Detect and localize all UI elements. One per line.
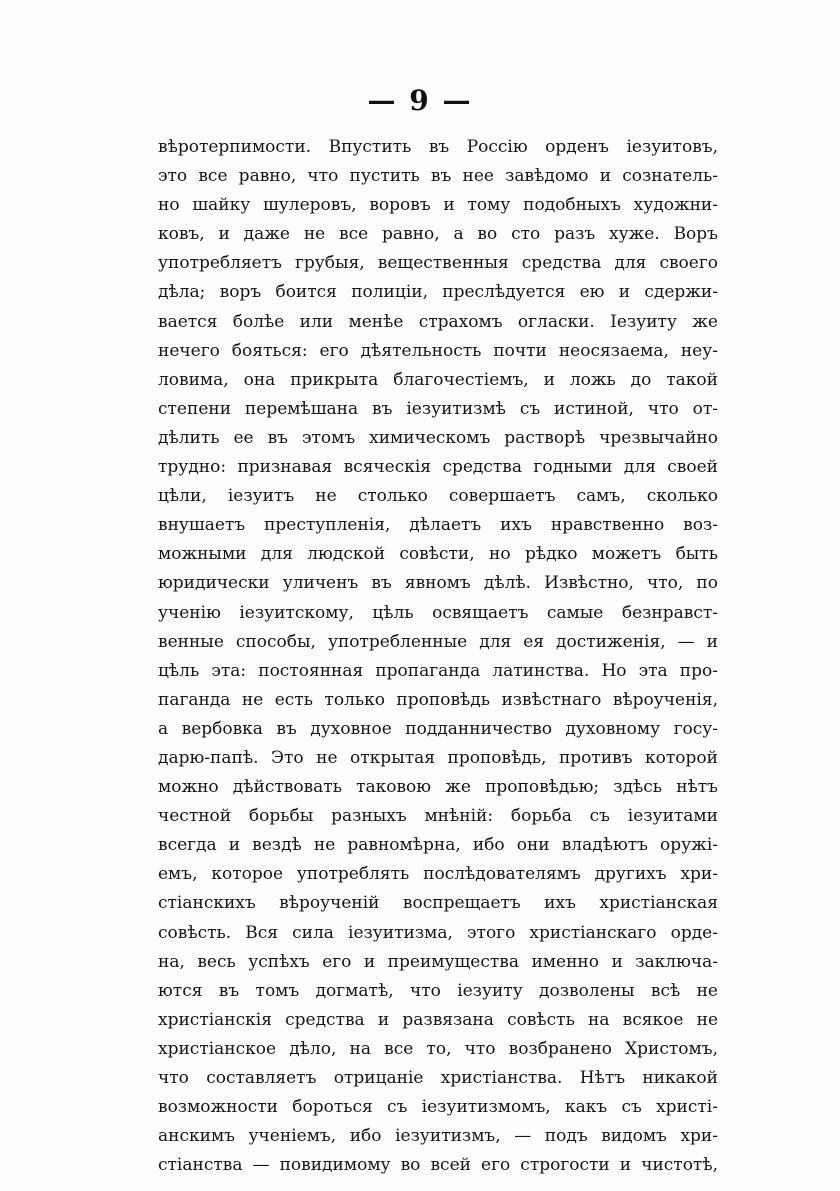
text-line: совѣсть. Вся сила іезуитизма, этого христіанскаго орде-: [158, 922, 718, 943]
text-line: внушаетъ преступленія, дѣлаетъ ихъ нравственно воз-: [158, 515, 718, 536]
text-line: трудно: признавая всяческія средства годными для своей: [158, 457, 718, 478]
text-line: стіанства — повидимому во всей его строгости и чистотѣ,: [158, 1155, 718, 1176]
text-line: паганда не есть только проповѣдь извѣстнаго вѣроученія,: [158, 689, 718, 710]
body-text: [158, 133, 718, 1180]
text-line: дѣла; воръ боится полиціи, преслѣдуется ею и сдержи-: [158, 282, 718, 303]
text-line: вается болѣе или менѣе страхомъ огласки. Іезуиту же: [158, 311, 718, 332]
text-line: ковъ, и даже не все равно, а во сто разъ хуже. Воръ: [158, 224, 718, 245]
text-line: христіанскія средства и развязана совѣсть на всякое не: [158, 1009, 718, 1030]
text-line: стіанскихъ вѣроученій воспрещаетъ ихъ христіанская: [158, 893, 718, 914]
text-line: ются въ томъ догматѣ, что іезуиту дозволены всѣ не: [158, 980, 718, 1001]
text-line: христіанское дѣло, на все то, что возбранено Христомъ,: [158, 1038, 718, 1059]
text-line: емъ, которое употреблять послѣдователямъ другихъ хри-: [158, 864, 718, 885]
text-line: венные способы, употребленные для ея достиженія, — и: [158, 631, 718, 652]
text-line: цѣль эта: постоянная пропаганда латинства. Но эта про-: [158, 660, 718, 681]
text-line: на, весь успѣхъ его и преимущества именно и заключа-: [158, 951, 718, 972]
text-line: можными для людской совѣсти, но рѣдко можетъ быть: [158, 544, 718, 565]
text-line: можно дѣйствовать таковою же проповѣдью; здѣсь нѣтъ: [158, 777, 718, 798]
text-line: всегда и вездѣ не равномѣрна, ибо они владѣютъ оружі-: [158, 835, 718, 856]
text-line: вѣротерпимости. Впустить въ Россію орденъ іезуитовъ,: [158, 137, 718, 157]
text-line: анскимъ ученіемъ, ибо іезуитизмъ, — подъ видомъ хри-: [158, 1126, 718, 1147]
text-line: ловима, она прикрыта благочестіемъ, и ложь до такой: [158, 369, 718, 390]
text-line: юридически уличенъ въ явномъ дѣлѣ. Извѣстно, что, по: [158, 573, 718, 594]
text-line: степени перемѣшана въ іезуитизмѣ съ истиной, что от-: [158, 398, 718, 419]
text-line: возможности бороться съ іезуитизмомъ, какъ съ христі-: [158, 1097, 718, 1118]
text-line: дѣлить ее въ этомъ химическомъ растворѣ чрезвычайно: [158, 427, 718, 448]
text-line: цѣли, іезуитъ не столько совершаетъ самъ, сколько: [158, 486, 718, 507]
text-line: нечего бояться: его дѣятельность почти неосязаема, неу-: [158, 340, 718, 361]
text-line: а вербовка въ духовное подданничество духовному госу-: [158, 718, 718, 739]
text-line: честной борьбы разныхъ мнѣній: борьба съ іезуитами: [158, 806, 718, 827]
text-line: что составляетъ отрицаніе христіанства. Нѣтъ никакой: [158, 1068, 718, 1088]
text-line: употребляетъ грубыя, вещественныя средства для своего: [158, 253, 718, 274]
text-line: но шайку шулеровъ, воровъ и тому подобныхъ художни-: [158, 195, 718, 216]
text-line: ученію іезуитскому, цѣль освящаетъ самые безнравст-: [158, 602, 718, 623]
page-number: — 9 —: [367, 84, 473, 117]
text-line: дарю-папѣ. Это не открытая проповѣдь, противъ которой: [158, 747, 718, 768]
text-line: это все равно, что пустить въ нее завѣдомо и сознатель-: [158, 166, 718, 187]
